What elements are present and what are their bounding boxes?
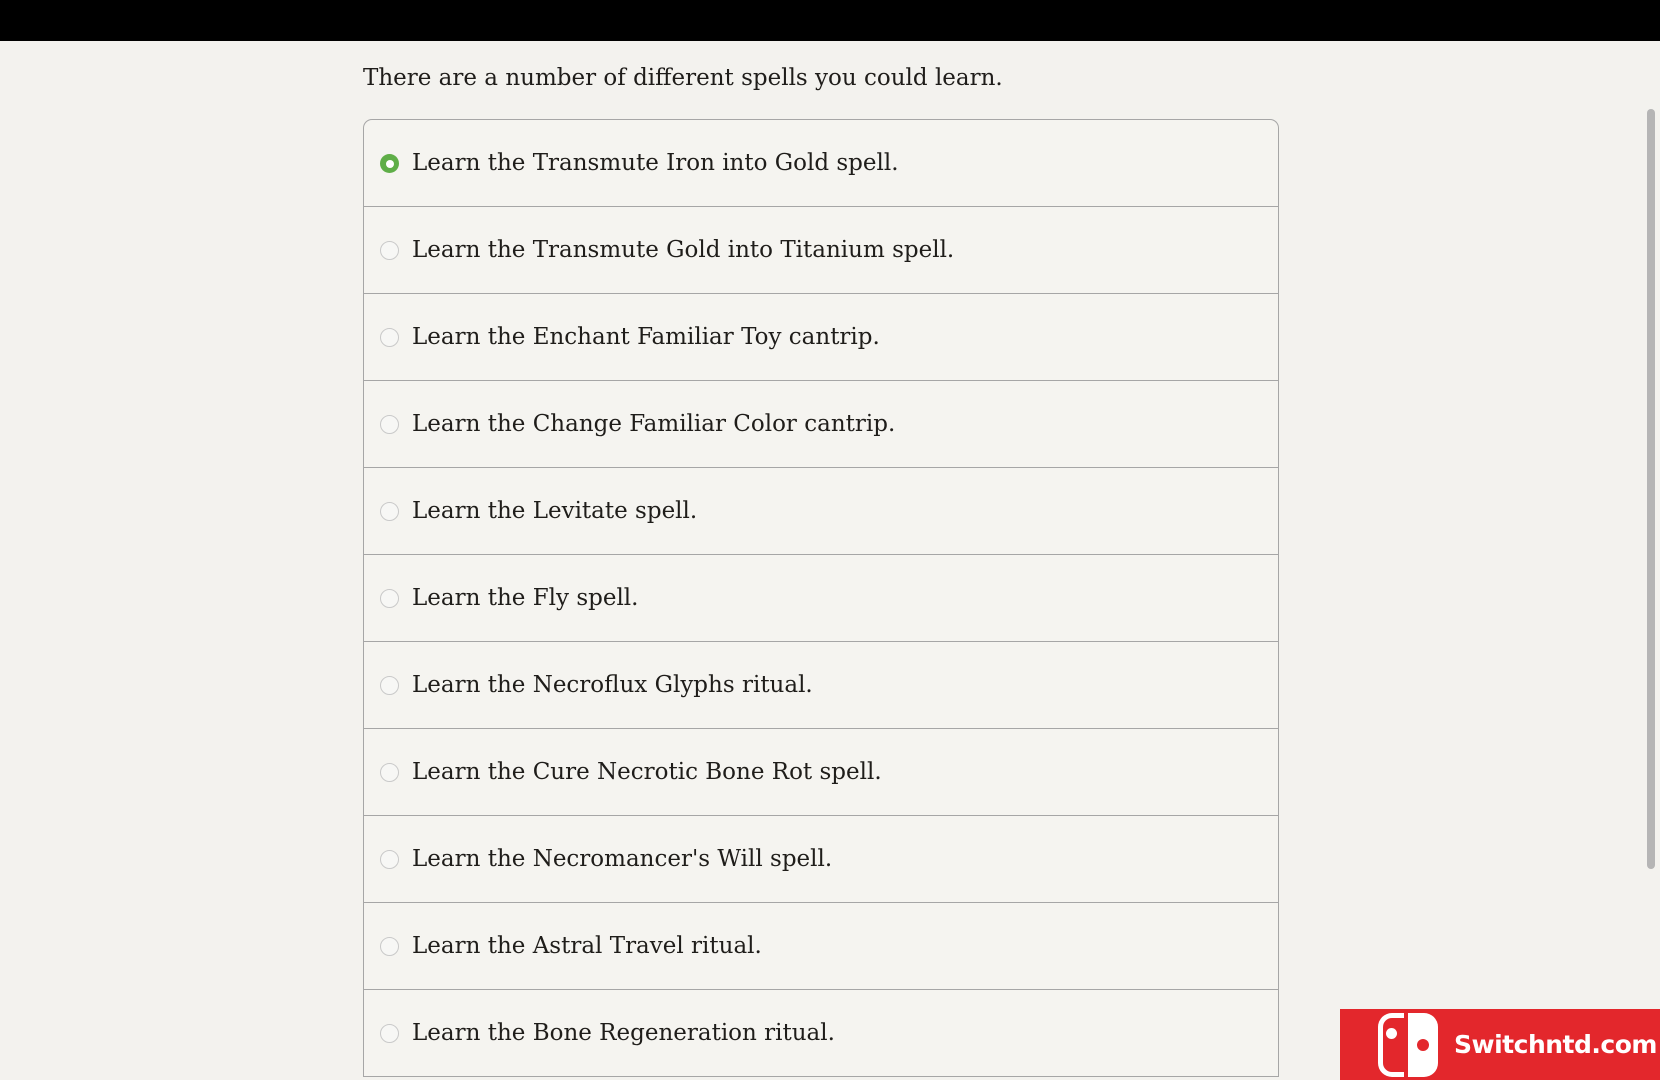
- choice-option-1[interactable]: [364, 207, 1278, 294]
- choice-label: Learn the Enchant Familiar Toy cantrip.: [412, 324, 880, 350]
- radio-unselected-icon[interactable]: [380, 850, 399, 869]
- radio-unselected-icon[interactable]: [380, 1024, 399, 1043]
- choice-label: Learn the Astral Travel ritual.: [412, 933, 762, 959]
- choice-option-3[interactable]: [364, 381, 1278, 468]
- choice-option-0[interactable]: [364, 120, 1278, 207]
- radio-unselected-icon[interactable]: [380, 502, 399, 521]
- choice-label: Learn the Fly spell.: [412, 585, 639, 611]
- choice-label: Learn the Change Familiar Color cantrip.: [412, 411, 896, 437]
- choice-option-6[interactable]: [364, 642, 1278, 729]
- choice-label: Learn the Necroflux Glyphs ritual.: [412, 672, 813, 698]
- radio-unselected-icon[interactable]: [380, 241, 399, 260]
- choice-option-2[interactable]: [364, 294, 1278, 381]
- watermark-banner: [1340, 1009, 1660, 1080]
- vertical-scrollbar[interactable]: [1642, 41, 1660, 1080]
- radio-unselected-icon[interactable]: [380, 328, 399, 347]
- choice-option-8[interactable]: [364, 816, 1278, 903]
- scrollbar-thumb[interactable]: [1647, 109, 1655, 869]
- radio-unselected-icon[interactable]: [380, 763, 399, 782]
- choice-label: Learn the Transmute Iron into Gold spell.: [412, 150, 899, 176]
- nintendo-switch-logo-icon: [1378, 1013, 1442, 1077]
- radio-unselected-icon[interactable]: [380, 589, 399, 608]
- choice-option-4[interactable]: [364, 468, 1278, 555]
- choice-option-7[interactable]: [364, 729, 1278, 816]
- choice-option-9[interactable]: [364, 903, 1278, 990]
- choice-label: Learn the Transmute Gold into Titanium spell.: [412, 237, 955, 263]
- watermark-text: Switchntd.com: [1454, 1030, 1657, 1059]
- choice-label: Learn the Cure Necrotic Bone Rot spell.: [412, 759, 882, 785]
- top-bar: [0, 0, 1660, 41]
- choice-list: [363, 119, 1279, 1077]
- choice-option-5[interactable]: [364, 555, 1278, 642]
- radio-unselected-icon[interactable]: [380, 415, 399, 434]
- prompt-text: There are a number of different spells you could learn.: [363, 65, 1003, 91]
- radio-unselected-icon[interactable]: [380, 937, 399, 956]
- choice-label: Learn the Bone Regeneration ritual.: [412, 1020, 835, 1046]
- choice-option-10[interactable]: [364, 990, 1278, 1077]
- radio-unselected-icon[interactable]: [380, 676, 399, 695]
- choice-label: Learn the Levitate spell.: [412, 498, 698, 524]
- radio-selected-icon[interactable]: [380, 154, 399, 173]
- choice-label: Learn the Necromancer's Will spell.: [412, 846, 833, 872]
- choice-page: [363, 41, 1279, 1077]
